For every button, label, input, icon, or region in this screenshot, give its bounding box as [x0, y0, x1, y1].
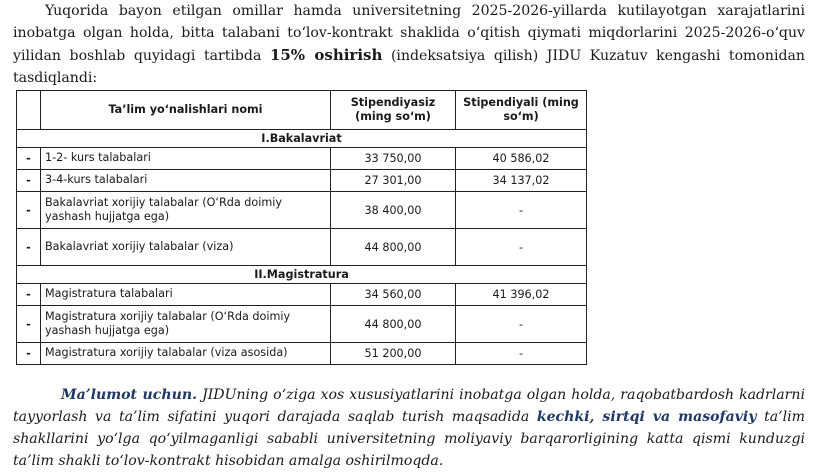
table-row — [17, 284, 587, 306]
note-text-start: JIDUning o‘ziga xos xususiyatlarini inobatga olgan holda, raqobatbardosh kadrlarni tayyorlash va ta’lim sifatini yuqori darajada saqlab turish maqsadida — [13, 387, 805, 425]
program-name: 3-4-kurs talabalari — [41, 170, 331, 192]
tuition-fee-table — [16, 90, 587, 365]
increase-highlight: 15% oshirish — [269, 46, 383, 64]
note-emphasis: kechki, sirtqi va masofaviy — [536, 409, 757, 425]
fee-with-stipend: 41 396,02 — [456, 284, 587, 306]
note-text-end: ta’lim shakllarini yo‘lga qo‘yilmaganligi sababli universitetning moliyaviy barqarorligining katta qismi kunduzgi ta’lim shakli to‘lov-kontrakt hisobidan amalga oshirilmoqda. — [13, 409, 805, 469]
fee-without-stipend: 27 301,00 — [331, 170, 456, 192]
table-row — [17, 229, 587, 266]
header-dash-cell — [17, 91, 41, 130]
fee-without-stipend: 33 750,00 — [331, 148, 456, 170]
program-name: Magistratura xorijiy talabalar (O‘Rda doimiy yashash hujjatga ega) — [41, 306, 331, 343]
table-row — [17, 343, 587, 365]
section-row — [17, 130, 587, 148]
program-name: Magistratura talabalari — [41, 284, 331, 306]
fee-with-stipend: 34 137,02 — [456, 170, 587, 192]
fee-without-stipend: 34 560,00 — [331, 284, 456, 306]
row-dash: - — [17, 148, 41, 170]
section-title: II.Magistratura — [17, 266, 587, 284]
fee-with-stipend: - — [456, 192, 587, 229]
info-note — [13, 384, 805, 472]
section-row — [17, 266, 587, 284]
header-with-stipend: Stipendiyali (ming so‘m) — [456, 91, 587, 130]
row-dash: - — [17, 306, 41, 343]
row-dash: - — [17, 284, 41, 306]
table-row — [17, 170, 587, 192]
fee-without-stipend: 51 200,00 — [331, 343, 456, 365]
program-name: Magistratura xorijiy talabalar (viza asosida) — [41, 343, 331, 365]
header-row — [17, 91, 587, 130]
note-label: Ma’lumot uchun. — [61, 387, 198, 403]
table-row — [17, 192, 587, 229]
intro-text-end: (indeksatsiya qilish) JIDU Kuzatuv kengashi tomonidan tasdiqlandi: — [13, 48, 805, 86]
table-row — [17, 306, 587, 343]
fee-without-stipend: 44 800,00 — [331, 306, 456, 343]
row-dash: - — [17, 343, 41, 365]
table-body — [17, 91, 587, 365]
fee-with-stipend: 40 586,02 — [456, 148, 587, 170]
fee-without-stipend: 44 800,00 — [331, 229, 456, 266]
section-title: I.Bakalavriat — [17, 130, 587, 148]
fee-with-stipend: - — [456, 306, 587, 343]
intro-text-start: Yuqorida bayon etilgan omillar hamda universitetning 2025-2026-yillarda kutilayotgan xarajatlarini inobatga olgan holda, bitta talabani to‘lov-kontrakt shaklida o‘qitish qiymati miqdorlarini 2025-2026-o‘quv yilidan boshlab quyidagi tartibda — [13, 3, 805, 64]
table-row — [17, 148, 587, 170]
fee-without-stipend: 38 400,00 — [331, 192, 456, 229]
fee-with-stipend: - — [456, 343, 587, 365]
intro-paragraph — [13, 0, 805, 89]
fee-with-stipend: - — [456, 229, 587, 266]
row-dash: - — [17, 170, 41, 192]
row-dash: - — [17, 229, 41, 266]
program-name: Bakalavriat xorijiy talabalar (viza) — [41, 229, 331, 266]
header-without-stipend: Stipendiyasiz (ming so‘m) — [331, 91, 456, 130]
header-program-name: Ta’lim yo‘nalishlari nomi — [41, 91, 331, 130]
row-dash: - — [17, 192, 41, 229]
program-name: 1-2- kurs talabalari — [41, 148, 331, 170]
program-name: Bakalavriat xorijiy talabalar (O‘Rda doimiy yashash hujjatga ega) — [41, 192, 331, 229]
